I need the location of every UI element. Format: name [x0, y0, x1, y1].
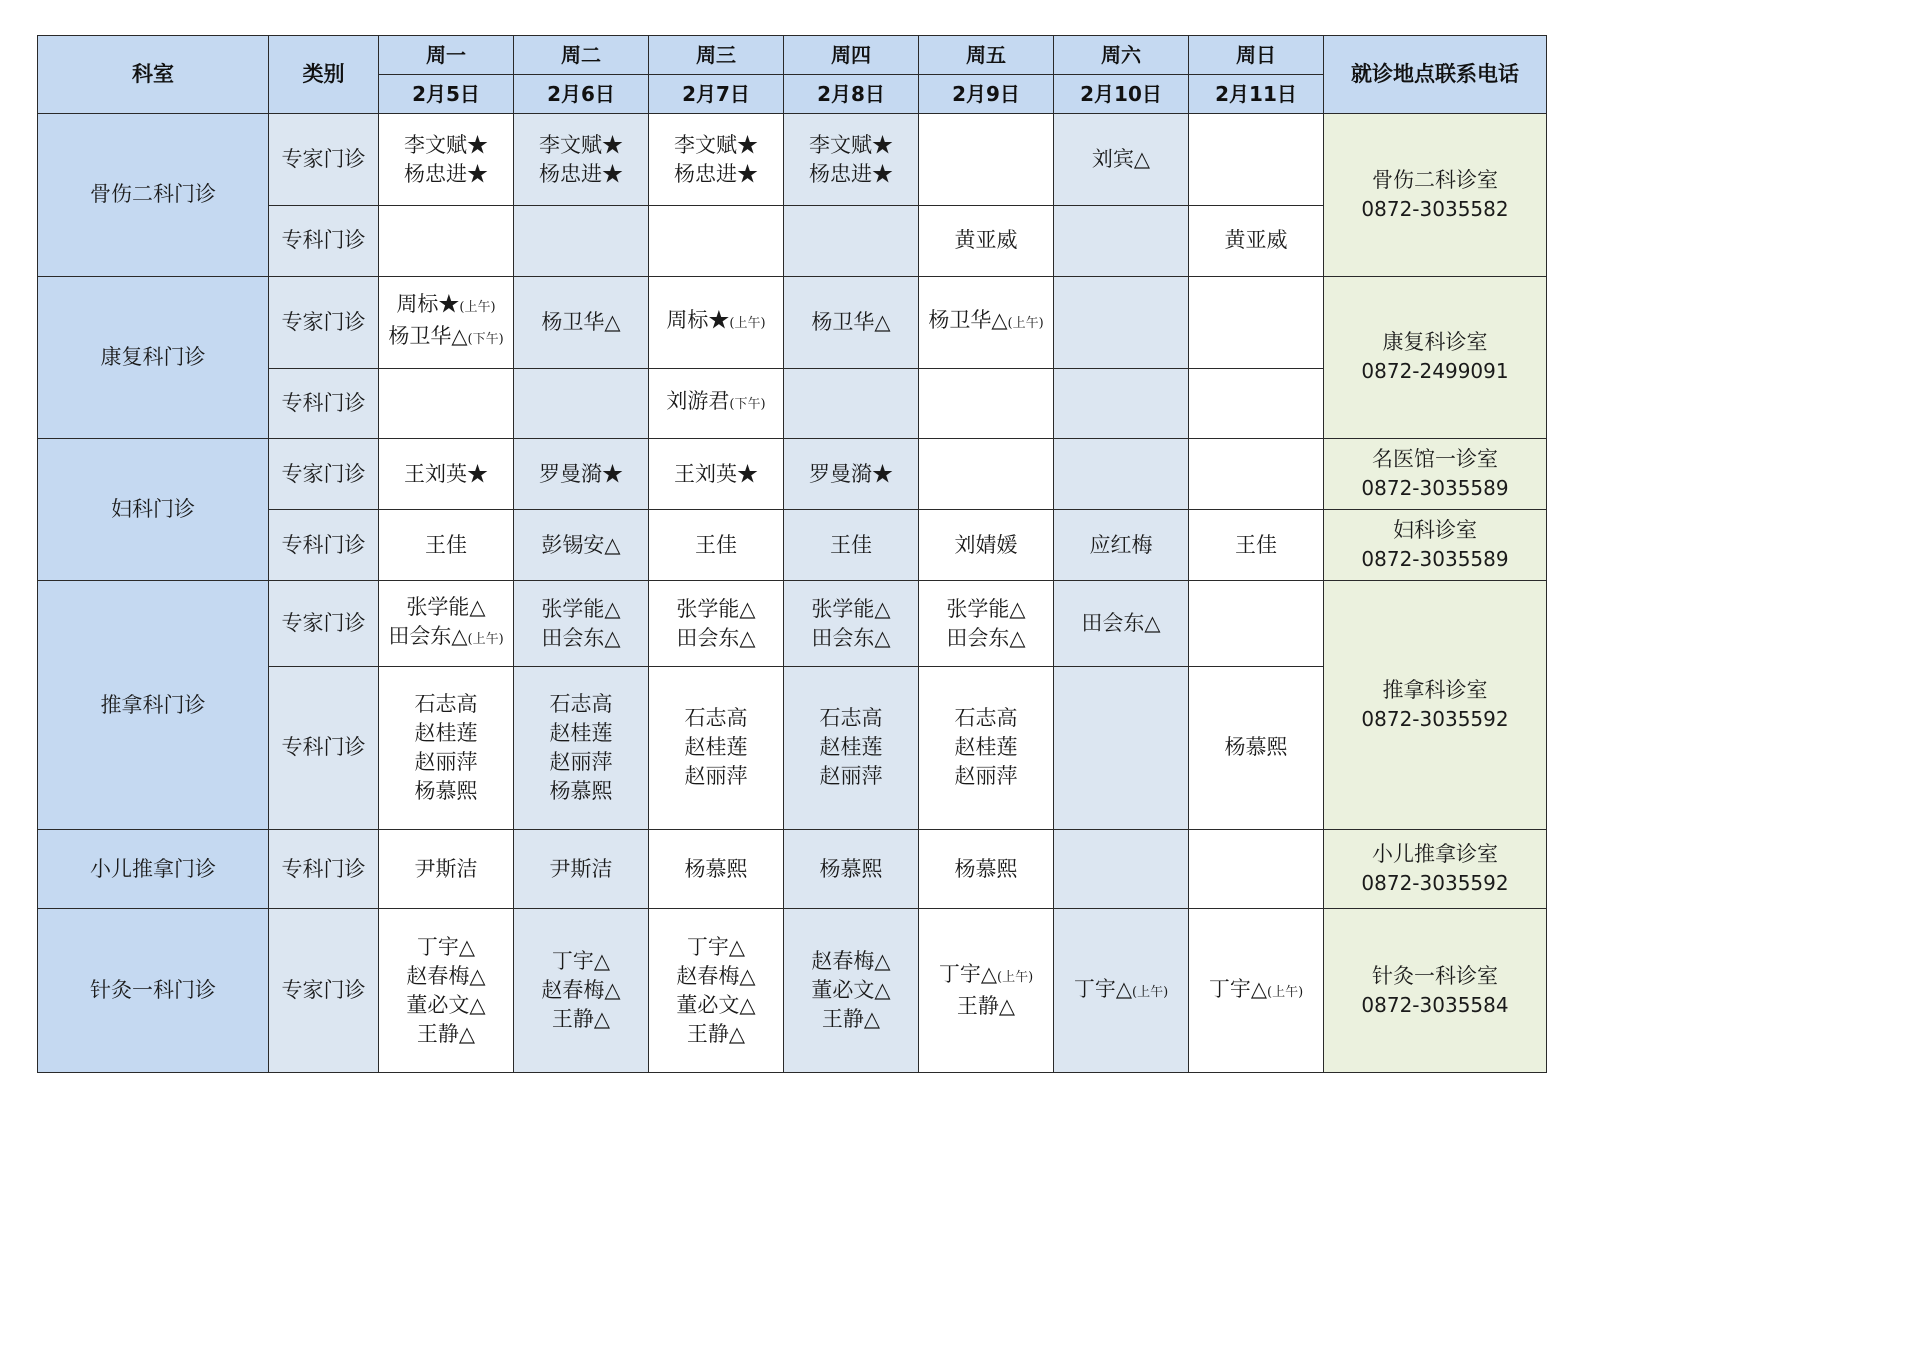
schedule-cell	[649, 368, 784, 438]
doctor-entry: 李文赋★	[404, 132, 488, 157]
header-day-sat: 周六	[1054, 36, 1189, 75]
schedule-cell	[784, 439, 919, 510]
schedule-cell	[649, 114, 784, 206]
schedule-cell	[1189, 206, 1324, 276]
doctor-entry: 丁宇△	[686, 934, 746, 959]
doctor-entry: 罗曼漪★	[809, 461, 893, 486]
clinic-category: 专科门诊	[269, 368, 379, 438]
doctor-name: 丁宇△	[1073, 976, 1132, 1001]
session-time-note: (下午)	[467, 332, 504, 348]
clinic-category: 专家门诊	[269, 581, 379, 666]
doctor-entry: 王静△	[956, 994, 1016, 1019]
doctor-entry: 杨卫华△	[811, 309, 891, 334]
doctor-entry: 黄亚威	[1224, 228, 1288, 253]
doctor-entry: 张学能△	[946, 596, 1026, 621]
department-name: 骨伤二科门诊	[38, 114, 269, 277]
schedule-cell	[1189, 439, 1324, 510]
department-name: 推拿科门诊	[38, 581, 269, 830]
doctor-entry: 尹斯洁	[549, 856, 613, 881]
schedule-cell	[1189, 510, 1324, 581]
header-day-sun: 周日	[1189, 36, 1324, 75]
doctor-entry: 赵桂莲	[414, 720, 478, 745]
doctor-entry: 杨卫华△	[541, 309, 621, 334]
schedule-cell	[649, 909, 784, 1073]
schedule-cell	[379, 510, 514, 581]
doctor-entry: 丁宇△	[416, 934, 476, 959]
doctor-name: 杨卫华△	[928, 308, 1008, 333]
doctor-entry: 张学能△	[676, 596, 756, 621]
clinic-category: 专科门诊	[269, 666, 379, 830]
schedule-cell	[1054, 368, 1189, 438]
doctor-entry: 王刘英★	[674, 461, 758, 486]
doctor-entry: 李文赋★	[674, 132, 758, 157]
doctor-entry: 王佳	[830, 532, 872, 557]
doctor-entry: 张学能△	[811, 596, 891, 621]
doctor-entry: 赵春梅△	[811, 949, 891, 974]
schedule-body	[38, 114, 1547, 1073]
doctor-entry: 罗曼漪★	[539, 461, 623, 486]
doctor-entry: 杨慕熙	[414, 778, 478, 803]
schedule-cell	[919, 114, 1054, 206]
doctor-entry: 赵桂莲	[819, 735, 883, 760]
schedule-cell	[784, 830, 919, 909]
location-contact	[1324, 830, 1547, 909]
schedule-cell	[784, 276, 919, 368]
location-contact	[1324, 439, 1547, 510]
doctor-entry: 杨慕熙	[1224, 735, 1288, 760]
doctor-entry	[1056, 975, 1186, 1007]
schedule-cell	[649, 666, 784, 830]
schedule-cell	[919, 909, 1054, 1073]
schedule-cell	[379, 439, 514, 510]
header-date-sat: 2月10日	[1054, 75, 1189, 114]
schedule-cell	[379, 581, 514, 666]
schedule-cell	[1054, 909, 1189, 1073]
header-date-tue: 2月6日	[514, 75, 649, 114]
table-row	[38, 114, 1547, 206]
location-contact	[1324, 909, 1547, 1073]
location-phone: 0872-3035592	[1361, 871, 1509, 896]
header-day-mon: 周一	[379, 36, 514, 75]
doctor-entry: 杨慕熙	[549, 778, 613, 803]
schedule-cell	[514, 114, 649, 206]
doctor-entry: 李文赋★	[539, 132, 623, 157]
header-day-tue: 周二	[514, 36, 649, 75]
schedule-cell	[784, 206, 919, 276]
header-date-wed: 2月7日	[649, 75, 784, 114]
clinic-category: 专家门诊	[269, 276, 379, 368]
schedule-cell	[514, 666, 649, 830]
schedule-cell	[514, 830, 649, 909]
doctor-entry: 赵丽萍	[414, 749, 478, 774]
doctor-entry: 王佳	[1235, 532, 1277, 557]
schedule-cell	[379, 830, 514, 909]
doctor-entry: 赵丽萍	[819, 764, 883, 789]
doctor-entry: 王刘英★	[404, 461, 488, 486]
doctor-entry: 赵丽萍	[684, 764, 748, 789]
doctor-entry: 王静△	[551, 1007, 611, 1032]
doctor-entry: 石志高	[549, 691, 613, 716]
location-name: 骨伤二科诊室	[1372, 167, 1498, 192]
location-phone: 0872-3035589	[1361, 547, 1509, 572]
location-phone: 0872-3035592	[1361, 707, 1509, 732]
doctor-name: 丁宇△	[938, 962, 997, 987]
clinic-category: 专科门诊	[269, 510, 379, 581]
schedule-cell	[1189, 666, 1324, 830]
table-row	[38, 909, 1547, 1073]
doctor-entry: 赵桂莲	[549, 720, 613, 745]
schedule-cell	[1189, 368, 1324, 438]
doctor-entry: 石志高	[684, 706, 748, 731]
schedule-cell	[1054, 581, 1189, 666]
clinic-category: 专家门诊	[269, 439, 379, 510]
schedule-cell	[514, 206, 649, 276]
department-name: 小儿推拿门诊	[38, 830, 269, 909]
table-row	[38, 276, 1547, 368]
header-location: 就诊地点联系电话	[1324, 36, 1547, 114]
clinic-category: 专家门诊	[269, 114, 379, 206]
doctor-entry: 张学能△	[406, 595, 486, 620]
location-name: 推拿科诊室	[1382, 678, 1488, 703]
schedule-cell	[514, 909, 649, 1073]
table-row	[38, 830, 1547, 909]
schedule-cell	[514, 439, 649, 510]
doctor-entry: 王静△	[416, 1021, 476, 1046]
header-row-days	[38, 36, 1547, 75]
session-time-note: (上午)	[1267, 984, 1304, 1000]
location-name: 针灸一科诊室	[1372, 963, 1498, 988]
doctor-entry: 王静△	[821, 1007, 881, 1032]
doctor-entry: 赵丽萍	[549, 749, 613, 774]
doctor-entry: 李文赋★	[809, 132, 893, 157]
schedule-cell	[379, 114, 514, 206]
session-time-note: (上午)	[1132, 984, 1169, 1000]
schedule-cell	[919, 439, 1054, 510]
department-name: 康复科门诊	[38, 276, 269, 439]
doctor-entry: 王佳	[695, 532, 737, 557]
doctor-entry: 丁宇△	[551, 949, 611, 974]
location-phone: 0872-3035589	[1361, 476, 1509, 501]
schedule-cell	[919, 368, 1054, 438]
location-phone: 0872-3035584	[1361, 992, 1509, 1017]
schedule-cell	[784, 510, 919, 581]
location-contact	[1324, 114, 1547, 277]
doctor-entry: 董必文△	[811, 978, 891, 1003]
doctor-name: 丁宇△	[1208, 976, 1267, 1001]
schedule-cell	[514, 581, 649, 666]
schedule-cell	[379, 909, 514, 1073]
schedule-cell	[649, 830, 784, 909]
location-contact	[1324, 581, 1547, 830]
doctor-entry: 石志高	[819, 706, 883, 731]
schedule-cell	[379, 276, 514, 368]
outpatient-schedule-table	[37, 35, 1547, 1073]
department-name: 针灸一科门诊	[38, 909, 269, 1073]
schedule-cell	[919, 206, 1054, 276]
header-dept: 科室	[38, 36, 269, 114]
schedule-cell	[514, 276, 649, 368]
schedule-cell	[379, 368, 514, 438]
doctor-entry: 赵春梅△	[541, 978, 621, 1003]
location-name: 小儿推拿诊室	[1372, 842, 1498, 867]
doctor-entry: 应红梅	[1089, 532, 1153, 557]
doctor-entry: 赵桂莲	[684, 735, 748, 760]
doctor-entry: 王静△	[686, 1021, 746, 1046]
session-time-note: (上午)	[729, 316, 766, 332]
doctor-entry	[921, 306, 1051, 338]
header-day-thu: 周四	[784, 36, 919, 75]
schedule-cell	[919, 276, 1054, 368]
doctor-entry: 赵丽萍	[954, 764, 1018, 789]
doctor-entry: 杨慕熙	[684, 856, 748, 881]
schedule-cell	[1189, 114, 1324, 206]
schedule-cell	[1054, 666, 1189, 830]
schedule-cell	[1054, 510, 1189, 581]
doctor-entry: 杨慕熙	[819, 856, 883, 881]
location-contact	[1324, 276, 1547, 439]
department-name: 妇科门诊	[38, 439, 269, 581]
location-phone: 0872-2499091	[1361, 359, 1509, 384]
doctor-entry: 赵桂莲	[954, 735, 1018, 760]
doctor-entry: 刘宾△	[1091, 147, 1151, 172]
doctor-entry	[381, 322, 511, 354]
session-time-note: (上午)	[467, 632, 504, 648]
doctor-entry: 董必文△	[406, 992, 486, 1017]
doctor-entry: 王佳	[425, 532, 467, 557]
doctor-entry: 田会东△	[676, 625, 756, 650]
schedule-cell	[784, 368, 919, 438]
doctor-entry	[1191, 975, 1321, 1007]
schedule-cell	[379, 666, 514, 830]
header-day-fri: 周五	[919, 36, 1054, 75]
session-time-note: (上午)	[459, 300, 496, 316]
doctor-entry: 杨忠进★	[809, 161, 893, 186]
schedule-cell	[1189, 909, 1324, 1073]
header-date-sun: 2月11日	[1189, 75, 1324, 114]
doctor-entry	[381, 290, 511, 322]
schedule-cell	[649, 510, 784, 581]
doctor-entry: 杨忠进★	[539, 161, 623, 186]
clinic-category: 专家门诊	[269, 909, 379, 1073]
doctor-name: 刘游君	[666, 389, 730, 414]
doctor-entry: 杨忠进★	[404, 161, 488, 186]
schedule-cell	[919, 666, 1054, 830]
doctor-entry: 田会东△	[1081, 611, 1161, 636]
schedule-cell	[784, 581, 919, 666]
header-day-wed: 周三	[649, 36, 784, 75]
schedule-cell	[919, 830, 1054, 909]
table-header	[38, 36, 1547, 114]
location-name: 康复科诊室	[1382, 330, 1488, 355]
schedule-cell	[1189, 830, 1324, 909]
doctor-entry: 田会东△	[946, 625, 1026, 650]
doctor-entry: 石志高	[414, 691, 478, 716]
location-contact	[1324, 510, 1547, 581]
schedule-cell	[379, 206, 514, 276]
doctor-entry: 赵春梅△	[406, 963, 486, 988]
session-time-note: (下午)	[729, 397, 766, 413]
doctor-name: 田会东△	[388, 624, 468, 649]
schedule-cell	[1189, 581, 1324, 666]
doctor-entry	[381, 622, 511, 654]
doctor-entry: 刘婧媛	[954, 532, 1018, 557]
session-time-note: (上午)	[997, 970, 1034, 986]
schedule-cell	[649, 206, 784, 276]
header-date-fri: 2月9日	[919, 75, 1054, 114]
schedule-cell	[649, 581, 784, 666]
doctor-entry: 田会东△	[541, 625, 621, 650]
schedule-cell	[649, 439, 784, 510]
schedule-cell	[1054, 206, 1189, 276]
clinic-category: 专科门诊	[269, 830, 379, 909]
doctor-entry: 黄亚威	[954, 228, 1018, 253]
schedule-cell	[784, 114, 919, 206]
doctor-entry: 张学能△	[541, 596, 621, 621]
header-category: 类别	[269, 36, 379, 114]
doctor-entry: 杨忠进★	[674, 161, 758, 186]
doctor-entry: 尹斯洁	[414, 856, 478, 881]
location-name: 妇科诊室	[1393, 518, 1477, 543]
doctor-entry	[651, 306, 781, 338]
schedule-cell	[649, 276, 784, 368]
doctor-entry: 董必文△	[676, 992, 756, 1017]
location-phone: 0872-3035582	[1361, 196, 1509, 221]
schedule-cell	[1189, 276, 1324, 368]
table-row	[38, 439, 1547, 510]
doctor-entry: 田会东△	[811, 625, 891, 650]
schedule-cell	[514, 510, 649, 581]
location-name: 名医馆一诊室	[1372, 447, 1498, 472]
schedule-cell	[514, 368, 649, 438]
schedule-cell	[919, 510, 1054, 581]
doctor-entry	[651, 387, 781, 419]
schedule-cell	[1054, 439, 1189, 510]
doctor-entry: 石志高	[954, 706, 1018, 731]
doctor-entry	[921, 960, 1051, 992]
doctor-entry: 彭锡安△	[541, 532, 621, 557]
schedule-cell	[1054, 114, 1189, 206]
schedule-cell	[1054, 830, 1189, 909]
header-date-mon: 2月5日	[379, 75, 514, 114]
schedule-cell	[1054, 276, 1189, 368]
table-row	[38, 581, 1547, 666]
clinic-category: 专科门诊	[269, 206, 379, 276]
doctor-entry: 赵春梅△	[676, 963, 756, 988]
schedule-cell	[784, 909, 919, 1073]
doctor-entry: 杨慕熙	[954, 856, 1018, 881]
schedule-cell	[784, 666, 919, 830]
schedule-cell	[919, 581, 1054, 666]
header-date-thu: 2月8日	[784, 75, 919, 114]
session-time-note: (上午)	[1007, 316, 1044, 332]
doctor-name: 杨卫华△	[388, 324, 468, 349]
doctor-name: 周标★	[396, 292, 460, 317]
doctor-name: 周标★	[666, 308, 730, 333]
